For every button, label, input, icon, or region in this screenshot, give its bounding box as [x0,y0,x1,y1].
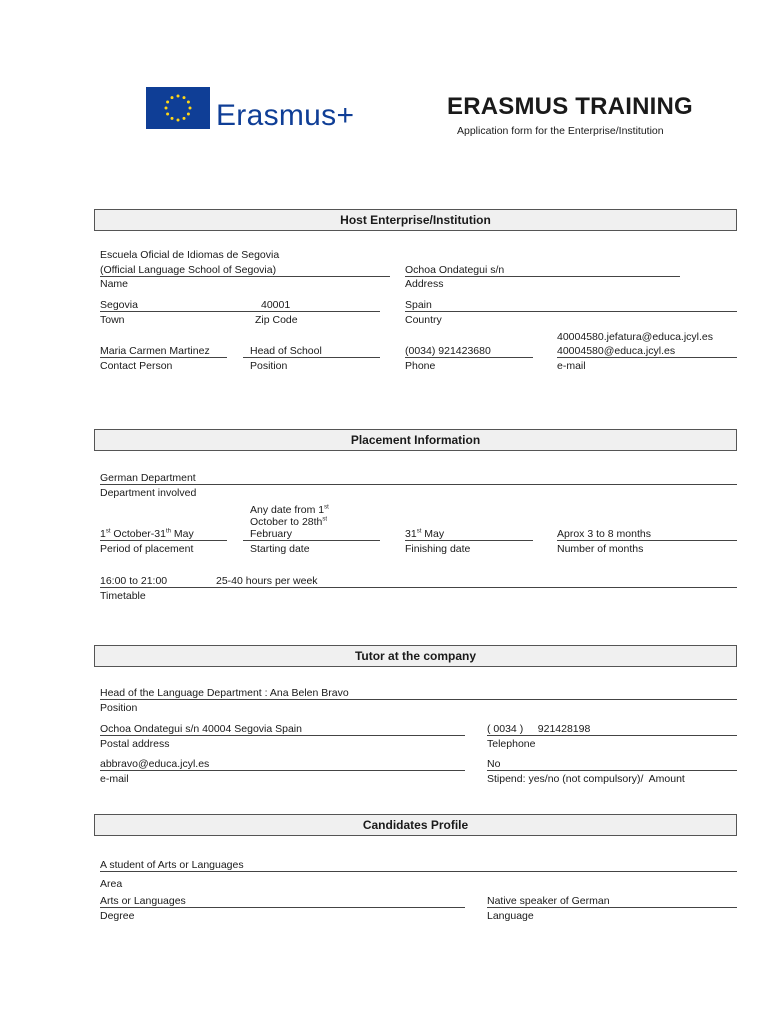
placement-period-value: 1st October-31th May [100,528,194,540]
section-candidates-profile: Candidates Profile [94,814,737,836]
placement-finish-underline [405,540,533,541]
section-placement-information: Placement Information [94,429,737,451]
host-phone-label: Phone [405,360,436,372]
candidates-language-underline [487,907,737,908]
host-phone-value: (0034) 921423680 [405,345,491,357]
host-country-underline [405,311,737,312]
host-town-label: Town [100,314,125,326]
tutor-telephone-label: Telephone [487,738,536,750]
host-email-label: e-mail [557,360,586,372]
host-email-underline [557,357,737,358]
host-address-label: Address [405,278,444,290]
host-position-value: Head of School [250,345,322,357]
host-name-line2: (Official Language School of Segovia) [100,264,277,276]
placement-timetable-weekly: 25-40 hours per week [216,575,318,587]
tutor-stipend-value: No [487,758,501,770]
host-country-value: Spain [405,299,432,311]
candidates-language-label: Language [487,910,534,922]
host-email-line1: 40004580.jefatura@educa.jcyl.es [557,331,714,343]
tutor-stipend-underline [487,770,737,771]
section-host-enterprise: Host Enterprise/Institution [94,209,737,231]
placement-months-label: Number of months [557,543,644,555]
candidates-area-underline [100,871,737,872]
tutor-telephone-value: ( 0034 ) 921428198 [487,723,591,735]
host-contact-label: Contact Person [100,360,173,372]
host-name-line1: Escuela Oficial de Idiomas de Segovia [100,249,280,261]
host-town-value: Segovia [100,299,138,311]
placement-timetable-hours: 16:00 to 21:00 [100,575,168,587]
tutor-position-label: Position [100,702,138,714]
candidates-degree-value: Arts or Languages [100,895,186,907]
placement-months-value: Aprox 3 to 8 months [557,528,651,540]
placement-start-label: Starting date [250,543,310,555]
placement-start-line3: February [250,528,293,540]
host-zip-value: 40001 [261,299,291,311]
host-country-label: Country [405,314,442,326]
host-address-underline [405,276,680,277]
host-name-label: Name [100,278,129,290]
placement-timetable-underline [100,587,737,588]
tutor-postal-underline [100,735,465,736]
placement-period-underline [100,540,227,541]
placement-department-value: German Department [100,472,196,484]
candidates-degree-label: Degree [100,910,135,922]
placement-start-underline [243,540,380,541]
page-title: ERASMUS TRAINING [447,93,693,120]
placement-start-line2: October to $28th^{st}$ [250,516,328,528]
candidates-degree-underline [100,907,465,908]
placement-months-underline [557,540,737,541]
host-position-underline [243,357,380,358]
tutor-email-value: abbravo@educa.jcyl.es [100,758,210,770]
tutor-position-value: Head of the Language Department : Ana Belen Bravo [100,687,349,699]
host-zip-label: Zip Code [255,314,298,326]
host-name-underline [100,276,390,277]
placement-department-underline [100,484,737,485]
host-contact-underline [100,357,227,358]
host-town-zip-underline [100,311,380,312]
section-tutor-at-company: Tutor at the company [94,645,737,667]
host-contact-value: Maria Carmen Martinez [100,345,210,357]
tutor-telephone-underline [487,735,737,736]
tutor-email-underline [100,770,465,771]
tutor-postal-value: Ochoa Ondategui s/n 40004 Segovia Spain [100,723,302,735]
candidates-language-value: Native speaker of German [487,895,610,907]
candidates-area-value: A student of Arts or Languages [100,859,244,871]
host-address-value: Ochoa Ondategui s/n [405,264,505,276]
placement-period-label: Period of placement [100,543,194,555]
placement-finish-label: Finishing date [405,543,471,555]
host-position-label: Position [250,360,288,372]
tutor-position-underline [100,699,737,700]
tutor-email-label: e-mail [100,773,129,785]
tutor-postal-label: Postal address [100,738,170,750]
eu-flag-logo [146,87,210,129]
placement-start-line1: Any date from 1st [250,504,329,516]
erasmus-logo-text: Erasmus+ [216,99,355,132]
page-subtitle: Application form for the Enterprise/Institution [457,125,664,137]
host-email-line2: 40004580@educa.jcyl.es [557,345,676,357]
placement-timetable-label: Timetable [100,590,146,602]
placement-department-label: Department involved [100,487,197,499]
candidates-area-label: Area [100,878,123,890]
placement-finish-value: 31st May [405,528,445,540]
host-phone-underline [405,357,533,358]
tutor-stipend-label: Stipend: yes/no (not compulsory)/ Amount [487,773,685,785]
